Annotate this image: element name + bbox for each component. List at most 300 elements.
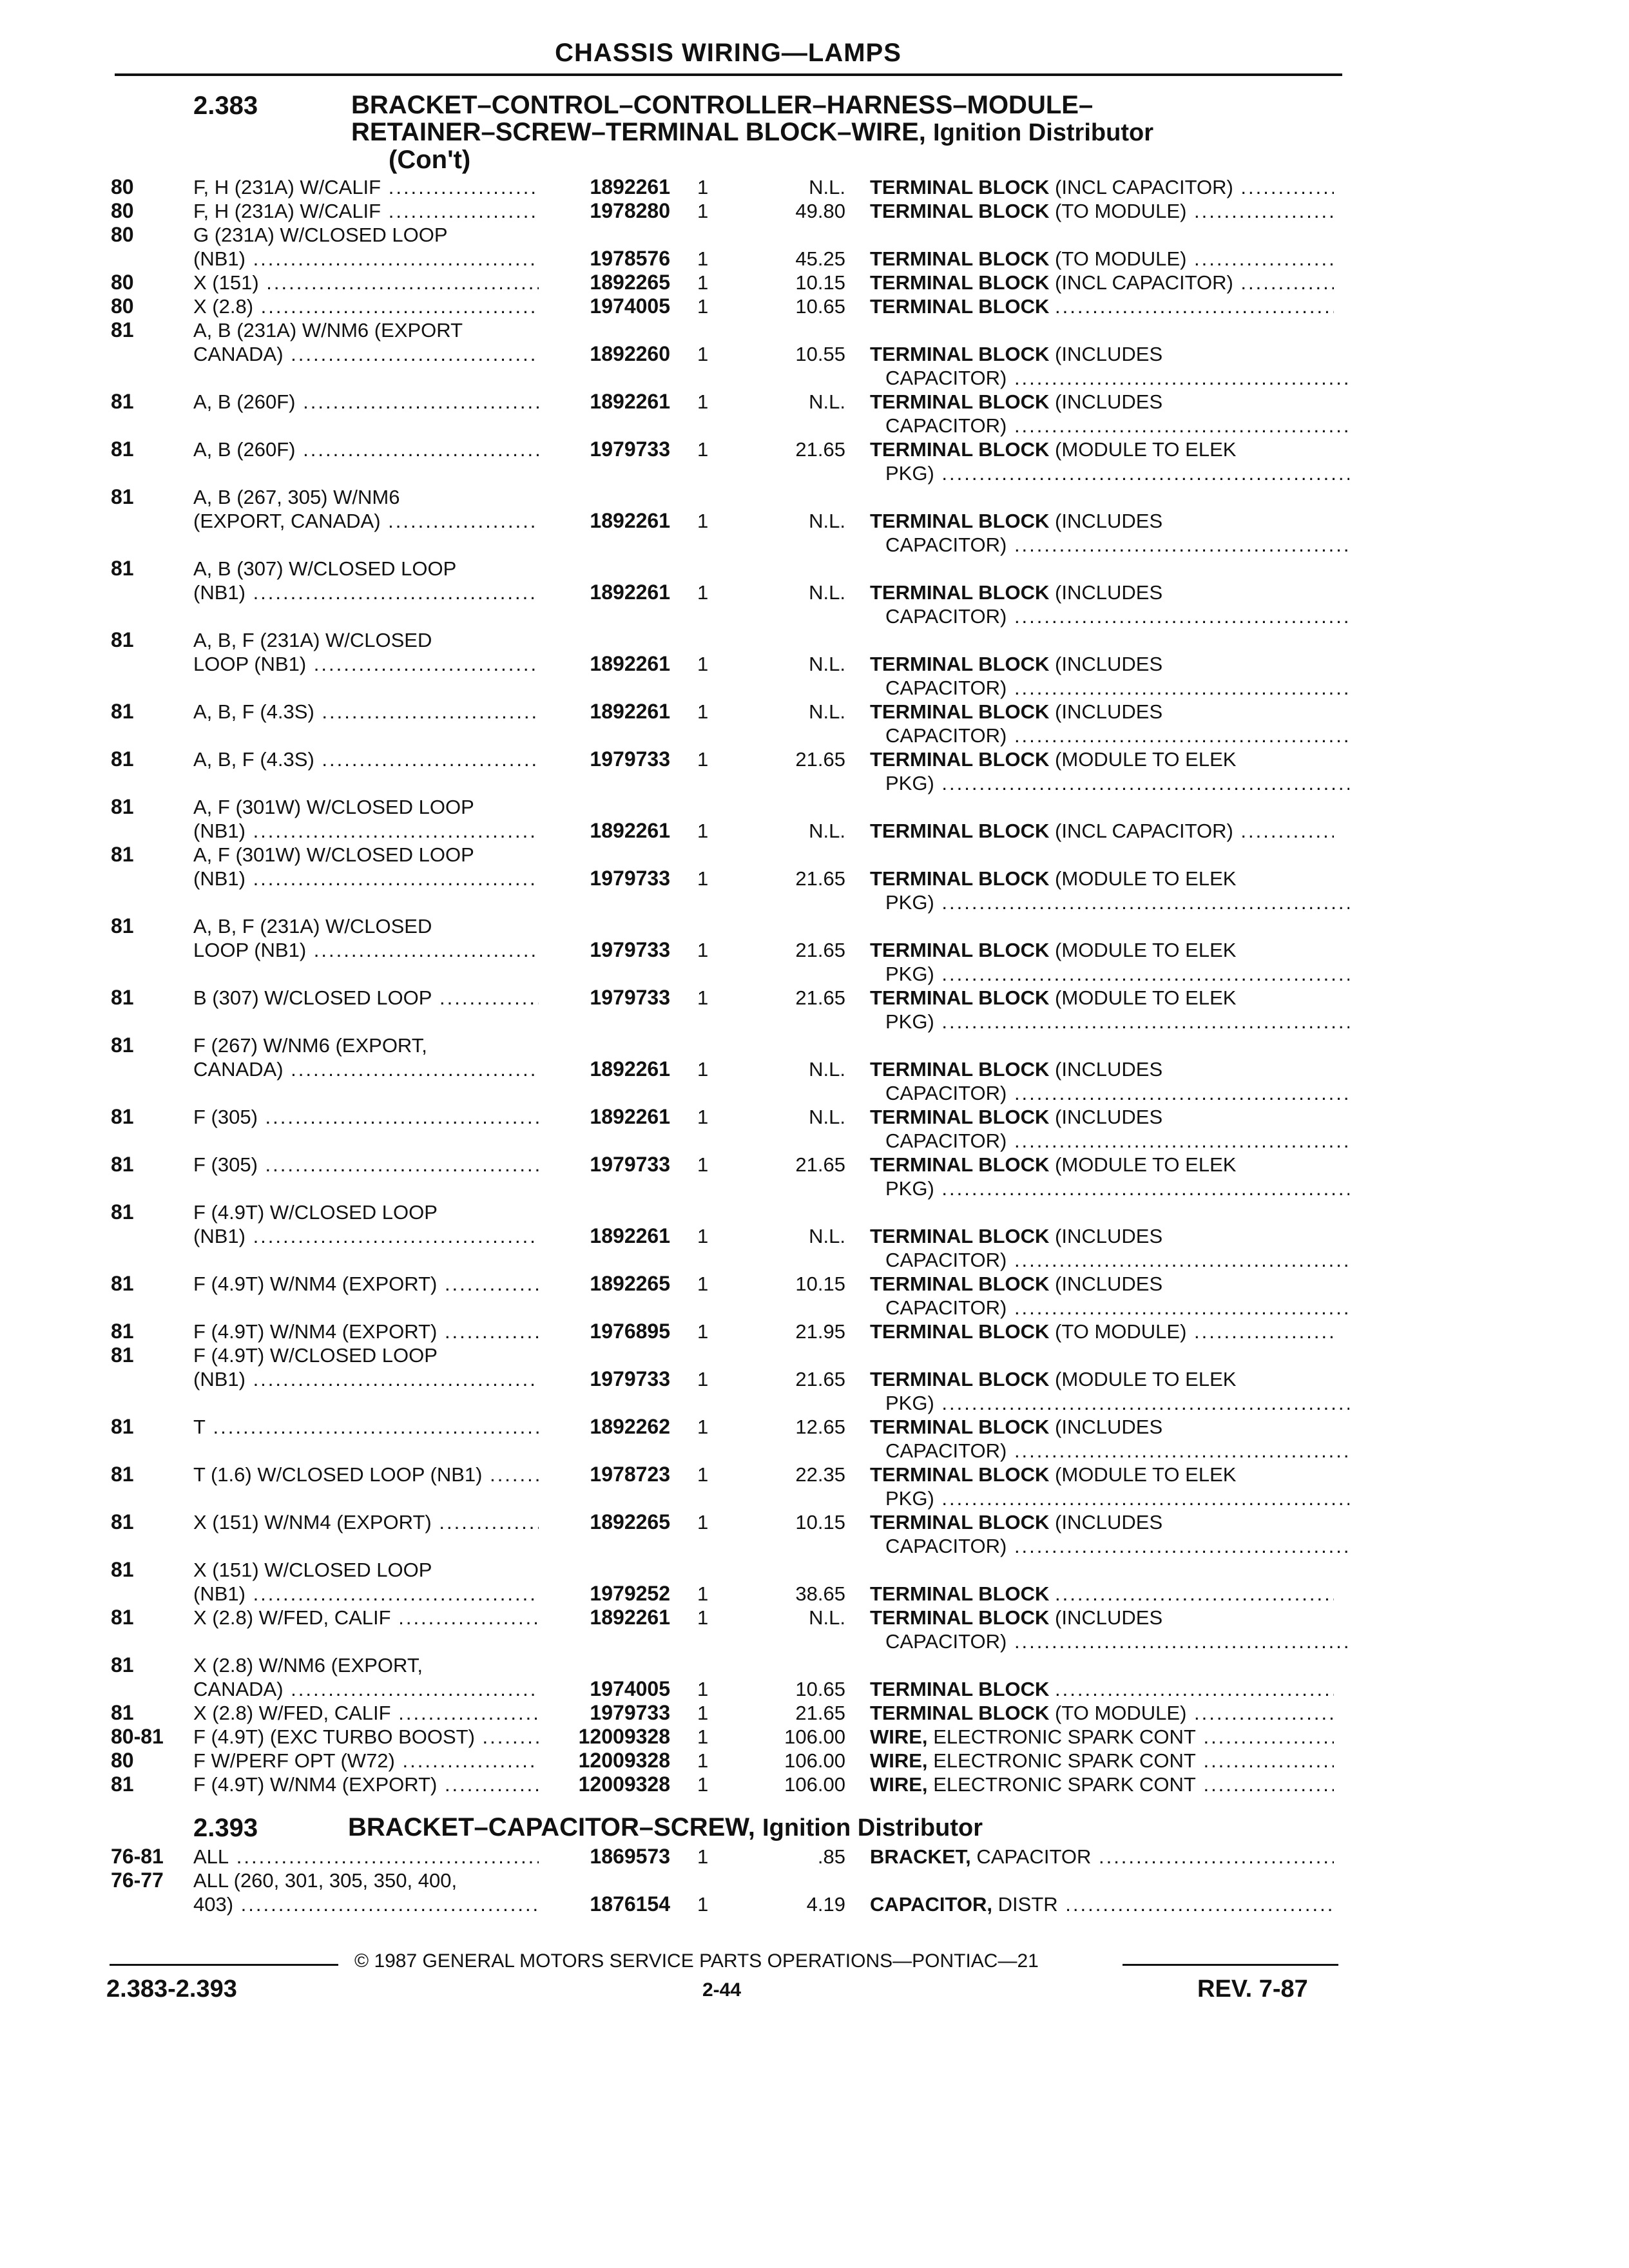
description-detail: PKG) [885, 462, 934, 485]
description-text [870, 1010, 1349, 1033]
copyright-text: © 1987 GENERAL MOTORS SERVICE PARTS OPERATIONS—PONTIAC—21 [354, 1950, 1039, 1972]
part-number: 1979733 [590, 437, 670, 461]
application-text: A, B, F (4.3S) ..... [193, 747, 539, 771]
quantity: 1 [697, 1893, 709, 1916]
description-detail: CAPACITOR) [885, 1296, 1007, 1319]
part-number: 1892261 [590, 1057, 670, 1081]
description-detail: (MODULE TO ELEK [1055, 1153, 1237, 1176]
application-text: ALL ..... [193, 1845, 539, 1869]
description-text [870, 294, 1334, 318]
description-text [870, 247, 1334, 271]
application-text: ALL (260, 301, 305, 350, 400, [193, 1869, 458, 1892]
part-number: 1979733 [590, 1701, 670, 1724]
price: N.L. [809, 1225, 845, 1247]
description-text [870, 1606, 1334, 1629]
description-detail: ELECTRONIC SPARK CONT [933, 1725, 1196, 1748]
price: N.L. [809, 1058, 845, 1081]
price: 4.19 [806, 1893, 845, 1916]
model-year: 81 [111, 437, 134, 461]
description-detail: (INCLUDES [1055, 1225, 1163, 1247]
description-detail: CAPACITOR) [885, 605, 1007, 628]
description-detail: PKG) [885, 963, 934, 985]
quantity: 1 [697, 200, 709, 222]
description-text [870, 771, 1349, 795]
description-detail: CAPACITOR) [885, 1082, 1007, 1104]
model-year: 81 [111, 1653, 134, 1677]
section-subtitle-2: Ignition Distributor [762, 1814, 983, 1841]
price: 106.00 [784, 1773, 845, 1796]
model-year: 81 [111, 1153, 134, 1176]
description-text [870, 1486, 1349, 1510]
quantity: 1 [697, 295, 709, 318]
application-text: CANADA) ..... [193, 1057, 539, 1081]
description-detail: CAPACITOR) [885, 724, 1007, 747]
part-number: 1979733 [590, 1153, 670, 1176]
part-number: 1978280 [590, 199, 670, 222]
description-text [870, 652, 1334, 676]
description-detail: CAPACITOR) [885, 1630, 1007, 1653]
description-detail: (TO MODULE) [1055, 1702, 1187, 1724]
page-number: 2-44 [702, 1979, 742, 2001]
quantity: 1 [697, 390, 709, 413]
description-text [870, 986, 1334, 1010]
description-text [870, 700, 1334, 724]
description-detail: (INCLUDES [1055, 1106, 1163, 1128]
description-detail: (MODULE TO ELEK [1055, 1463, 1237, 1486]
quantity: 1 [697, 1582, 709, 1605]
model-year: 81 [111, 1320, 134, 1343]
description-text [870, 1725, 1334, 1749]
description-name: TERMINAL BLOCK [870, 986, 1050, 1009]
application-text: LOOP (NB1) ..... [193, 938, 539, 962]
part-number: 12009328 [578, 1749, 670, 1772]
price: 10.15 [795, 271, 845, 294]
price: 10.65 [795, 295, 845, 318]
part-number: 1979733 [590, 938, 670, 961]
application-text: F (4.9T) W/CLOSED LOOP [193, 1344, 438, 1367]
application-text: F (4.9T) W/CLOSED LOOP [193, 1201, 438, 1224]
model-year: 81 [111, 1510, 134, 1533]
model-year: 80 [111, 1749, 134, 1772]
price: 106.00 [784, 1749, 845, 1772]
description-text [870, 724, 1349, 747]
model-year: 81 [111, 1200, 134, 1224]
part-number: 1978723 [590, 1463, 670, 1486]
application-text: (NB1) ..... [193, 1582, 539, 1606]
price: N.L. [809, 1606, 845, 1629]
application-text: X (151) W/CLOSED LOOP [193, 1559, 432, 1581]
quantity: 1 [697, 939, 709, 961]
model-year: 76-81 [111, 1845, 164, 1868]
description-text [870, 867, 1334, 890]
description-text [870, 1320, 1334, 1343]
model-year: 80 [111, 294, 134, 318]
description-detail: (TO MODULE) [1055, 1320, 1187, 1343]
description-detail: CAPACITOR) [885, 367, 1007, 389]
application-text: CANADA) ..... [193, 342, 539, 366]
description-detail: (MODULE TO ELEK [1055, 986, 1237, 1009]
section-subtitle: Ignition Distributor [933, 119, 1153, 146]
price: 12.65 [795, 1416, 845, 1438]
application-text: X (2.8) ..... [193, 294, 539, 318]
quantity: 1 [697, 1416, 709, 1438]
part-number: 1892261 [590, 390, 670, 413]
description-detail: PKG) [885, 1392, 934, 1414]
description-detail: (INCLUDES [1055, 700, 1163, 723]
description-text [870, 1153, 1334, 1177]
description-name: CAPACITOR, [870, 1893, 993, 1916]
application-text: F, H (231A) W/CALIF ..... [193, 175, 539, 199]
quantity: 1 [697, 1153, 709, 1176]
description-name: TERMINAL BLOCK [870, 1416, 1050, 1438]
quantity: 1 [697, 700, 709, 723]
description-detail: (INCL CAPACITOR) [1055, 176, 1233, 198]
description-detail: (MODULE TO ELEK [1055, 748, 1237, 771]
quantity: 1 [697, 986, 709, 1009]
application-text: F W/PERF OPT (W72) ..... [193, 1749, 539, 1773]
description-detail: PKG) [885, 1487, 934, 1510]
part-number: 1892265 [590, 1272, 670, 1295]
description-name: WIRE, [870, 1725, 928, 1748]
description-detail: (TO MODULE) [1055, 247, 1187, 270]
description-text [870, 819, 1334, 843]
application-text: A, B (260F) ..... [193, 390, 539, 414]
application-text: F (4.9T) W/NM4 (EXPORT) ..... [193, 1272, 539, 1296]
price: 10.55 [795, 343, 845, 365]
application-text: B (307) W/CLOSED LOOP ..... [193, 986, 539, 1010]
description-text [870, 1272, 1334, 1296]
price: N.L. [809, 700, 845, 723]
description-name: TERMINAL BLOCK [870, 748, 1050, 771]
description-text [870, 414, 1349, 437]
application-text: F (4.9T) W/NM4 (EXPORT) ..... [193, 1320, 539, 1343]
part-number: 1979733 [590, 747, 670, 771]
application-text: CANADA) ..... [193, 1677, 539, 1701]
part-number: 1892261 [590, 581, 670, 604]
description-detail: (INCL CAPACITOR) [1055, 820, 1233, 842]
description-detail: PKG) [885, 772, 934, 794]
description-detail: CAPACITOR) [885, 1129, 1007, 1152]
description-detail: CAPACITOR) [885, 677, 1007, 699]
model-year: 81 [111, 318, 134, 341]
description-detail: ELECTRONIC SPARK CONT [933, 1749, 1196, 1772]
quantity: 1 [697, 1845, 709, 1868]
price: 21.65 [795, 1702, 845, 1724]
quantity: 1 [697, 1749, 709, 1772]
model-year: 81 [111, 628, 134, 651]
model-year: 81 [111, 914, 134, 937]
description-detail: (INCLUDES [1055, 1273, 1163, 1295]
description-name: TERMINAL BLOCK [870, 200, 1050, 222]
price: N.L. [809, 1106, 845, 1128]
description-detail: (MODULE TO ELEK [1055, 1368, 1237, 1390]
description-name: TERMINAL BLOCK [870, 390, 1050, 413]
description-name: TERMINAL BLOCK [870, 653, 1050, 675]
description-detail: PKG) [885, 1010, 934, 1033]
part-number: 1892261 [590, 1105, 670, 1128]
price: 21.65 [795, 1368, 845, 1390]
description-name: TERMINAL BLOCK [870, 510, 1050, 532]
description-detail: (INCLUDES [1055, 510, 1163, 532]
application-text: (NB1) ..... [193, 867, 539, 890]
model-year: 76-77 [111, 1869, 164, 1892]
page-title: CHASSIS WIRING—LAMPS [555, 39, 901, 67]
description-detail: PKG) [885, 1177, 934, 1200]
description-text [870, 1582, 1334, 1606]
quantity: 1 [697, 1606, 709, 1629]
price: 22.35 [795, 1463, 845, 1486]
model-year: 80 [111, 199, 134, 222]
description-name: TERMINAL BLOCK [870, 1702, 1050, 1724]
description-detail: CAPACITOR) [885, 1249, 1007, 1271]
model-year: 81 [111, 1343, 134, 1367]
description-text [870, 1463, 1334, 1486]
section-title-2-text: BRACKET–CAPACITOR–SCREW, [348, 1813, 755, 1841]
application-text: A, B (307) W/CLOSED LOOP [193, 557, 457, 580]
quantity: 1 [697, 1320, 709, 1343]
quantity: 1 [697, 343, 709, 365]
description-text [870, 461, 1349, 485]
section-range: 2.383-2.393 [106, 1975, 237, 2003]
quantity: 1 [697, 748, 709, 771]
model-year: 81 [111, 1701, 134, 1724]
price: 21.65 [795, 748, 845, 771]
model-year: 81 [111, 843, 134, 866]
model-year: 80 [111, 223, 134, 246]
description-text [870, 1367, 1334, 1391]
quantity: 1 [697, 581, 709, 604]
part-number: 1892261 [590, 1224, 670, 1247]
application-text: A, B (260F) ..... [193, 437, 539, 461]
price: 10.15 [795, 1511, 845, 1533]
model-year: 81 [111, 1105, 134, 1128]
header-rule [115, 73, 1342, 76]
quantity: 1 [697, 1725, 709, 1748]
model-year: 80-81 [111, 1725, 164, 1748]
description-text [870, 342, 1334, 366]
model-year: 81 [111, 485, 134, 508]
description-detail: (TO MODULE) [1055, 200, 1187, 222]
part-number: 1869573 [590, 1845, 670, 1868]
description-text [870, 1629, 1349, 1653]
part-number: 1979733 [590, 867, 670, 890]
application-text: A, F (301W) W/CLOSED LOOP [193, 796, 474, 818]
application-text: T ..... [193, 1415, 539, 1439]
quantity: 1 [697, 1273, 709, 1295]
quantity: 1 [697, 653, 709, 675]
quantity: 1 [697, 1463, 709, 1486]
description-name: TERMINAL BLOCK [870, 939, 1050, 961]
description-name: WIRE, [870, 1773, 928, 1796]
price: 10.15 [795, 1273, 845, 1295]
footer-rule-left [110, 1964, 338, 1966]
price: 49.80 [795, 200, 845, 222]
description-text [870, 1057, 1334, 1081]
description-text [870, 390, 1334, 414]
application-text: (NB1) ..... [193, 1224, 539, 1248]
application-text: A, B (267, 305) W/NM6 [193, 486, 400, 508]
quantity: 1 [697, 510, 709, 532]
description-name: TERMINAL BLOCK [870, 1511, 1050, 1533]
description-name: BRACKET, [870, 1845, 971, 1868]
price: 38.65 [795, 1582, 845, 1605]
description-text [870, 175, 1334, 199]
part-number: 1892261 [590, 175, 670, 198]
description-name: TERMINAL BLOCK [870, 867, 1050, 890]
application-text: T (1.6) W/CLOSED LOOP (NB1) ..... [193, 1463, 539, 1486]
description-detail: (INCLUDES [1055, 1058, 1163, 1081]
model-year: 80 [111, 271, 134, 294]
part-number: 1974005 [590, 294, 670, 318]
part-number: 1892265 [590, 271, 670, 294]
description-text [870, 271, 1334, 294]
application-text: (EXPORT, CANADA) ..... [193, 509, 539, 533]
price: 106.00 [784, 1725, 845, 1748]
quantity: 1 [697, 867, 709, 890]
part-number: 1892261 [590, 700, 670, 723]
application-text: F (4.9T) (EXC TURBO BOOST) ..... [193, 1725, 539, 1749]
description-name: TERMINAL BLOCK [870, 700, 1050, 723]
description-name: TERMINAL BLOCK [870, 295, 1050, 318]
description-text [870, 1439, 1349, 1463]
model-year: 81 [111, 1272, 134, 1295]
description-detail: (MODULE TO ELEK [1055, 939, 1237, 961]
part-number: 12009328 [578, 1725, 670, 1748]
description-name: TERMINAL BLOCK [870, 581, 1050, 604]
application-text: X (2.8) W/NM6 (EXPORT, [193, 1654, 423, 1677]
quantity: 1 [697, 1773, 709, 1796]
application-text: X (2.8) W/FED, CALIF ..... [193, 1701, 539, 1725]
model-year: 81 [111, 1606, 134, 1629]
description-detail: (INCLUDES [1055, 1511, 1163, 1533]
description-name: TERMINAL BLOCK [870, 1106, 1050, 1128]
description-detail: CAPACITOR) [885, 1535, 1007, 1557]
price: N.L. [809, 653, 845, 675]
section-cont: (Con't) [389, 146, 471, 174]
application-text: X (151) W/NM4 (EXPORT) ..... [193, 1510, 539, 1534]
price: N.L. [809, 390, 845, 413]
description-text [870, 1845, 1334, 1869]
section-title-line-2 [351, 119, 1318, 146]
model-year: 81 [111, 1415, 134, 1438]
description-name: TERMINAL BLOCK [870, 247, 1050, 270]
description-text [870, 1177, 1349, 1200]
quantity: 1 [697, 176, 709, 198]
part-number: 1892260 [590, 342, 670, 365]
description-detail: (INCL CAPACITOR) [1055, 271, 1233, 294]
application-text: (NB1) ..... [193, 819, 539, 843]
quantity: 1 [697, 1511, 709, 1533]
price: 45.25 [795, 247, 845, 270]
description-detail: (INCLUDES [1055, 1606, 1163, 1629]
description-text [870, 1224, 1334, 1248]
description-name: TERMINAL BLOCK [870, 438, 1050, 461]
description-name: TERMINAL BLOCK [870, 1225, 1050, 1247]
description-name: TERMINAL BLOCK [870, 1463, 1050, 1486]
description-text [870, 1248, 1349, 1272]
description-text [870, 1296, 1349, 1320]
part-number: 12009328 [578, 1773, 670, 1796]
description-text [870, 1129, 1349, 1153]
part-number: 1979252 [590, 1582, 670, 1605]
application-text: A, B (231A) W/NM6 (EXPORT [193, 319, 463, 341]
description-name: TERMINAL BLOCK [870, 1058, 1050, 1081]
description-detail: (INCLUDES [1055, 1416, 1163, 1438]
model-year: 81 [111, 700, 134, 723]
application-text: X (2.8) W/FED, CALIF ..... [193, 1606, 539, 1629]
application-text: G (231A) W/CLOSED LOOP [193, 224, 448, 246]
application-text: X (151) ..... [193, 271, 539, 294]
application-text: F (305) ..... [193, 1105, 539, 1129]
section-title [351, 91, 1318, 173]
price: 21.65 [795, 867, 845, 890]
part-number: 1976895 [590, 1320, 670, 1343]
description-detail: (INCLUDES [1055, 581, 1163, 604]
price: 21.65 [795, 438, 845, 461]
quantity: 1 [697, 271, 709, 294]
model-year: 81 [111, 557, 134, 580]
model-year: 81 [111, 747, 134, 771]
model-year: 81 [111, 1463, 134, 1486]
application-text: F (305) ..... [193, 1153, 539, 1177]
quantity: 1 [697, 1368, 709, 1390]
description-text [870, 199, 1334, 223]
quantity: 1 [697, 1058, 709, 1081]
description-detail: ELECTRONIC SPARK CONT [933, 1773, 1196, 1796]
description-name: TERMINAL BLOCK [870, 176, 1050, 198]
description-text [870, 1892, 1334, 1916]
part-number: 1978576 [590, 247, 670, 270]
quantity: 1 [697, 247, 709, 270]
description-text [870, 676, 1349, 700]
footer-rule-right [1123, 1964, 1338, 1966]
application-text: A, B, F (231A) W/CLOSED [193, 629, 432, 651]
description-detail: (INCLUDES [1055, 343, 1163, 365]
part-number: 1892261 [590, 509, 670, 532]
part-number: 1974005 [590, 1677, 670, 1700]
description-text [870, 1749, 1334, 1773]
description-detail: (MODULE TO ELEK [1055, 438, 1237, 461]
price: 21.65 [795, 986, 845, 1009]
application-text: 403) ..... [193, 1892, 539, 1916]
price: .85 [817, 1845, 845, 1868]
quantity: 1 [697, 820, 709, 842]
description-name: TERMINAL BLOCK [870, 1678, 1050, 1700]
description-detail: (MODULE TO ELEK [1055, 867, 1237, 890]
price: 21.65 [795, 1153, 845, 1176]
description-text [870, 604, 1349, 628]
description-text [870, 533, 1349, 557]
description-detail: (INCLUDES [1055, 390, 1163, 413]
part-number: 1892262 [590, 1415, 670, 1438]
description-detail: CAPACITOR) [885, 533, 1007, 556]
model-year: 81 [111, 1558, 134, 1581]
description-name: TERMINAL BLOCK [870, 343, 1050, 365]
model-year: 81 [111, 1033, 134, 1057]
application-text: F, H (231A) W/CALIF ..... [193, 199, 539, 223]
part-number: 1892265 [590, 1510, 670, 1533]
description-text [870, 581, 1334, 604]
description-name: TERMINAL BLOCK [870, 1153, 1050, 1176]
section-title-line-text: RETAINER–SCREW–TERMINAL BLOCK–WIRE, [351, 118, 926, 146]
description-text [870, 1081, 1349, 1105]
application-text: A, F (301W) W/CLOSED LOOP [193, 843, 474, 866]
application-text: (NB1) ..... [193, 581, 539, 604]
application-text: A, B, F (231A) W/CLOSED [193, 915, 432, 937]
description-text [870, 938, 1334, 962]
application-text: LOOP (NB1) ..... [193, 652, 539, 676]
application-text: A, B, F (4.3S) ..... [193, 700, 539, 724]
